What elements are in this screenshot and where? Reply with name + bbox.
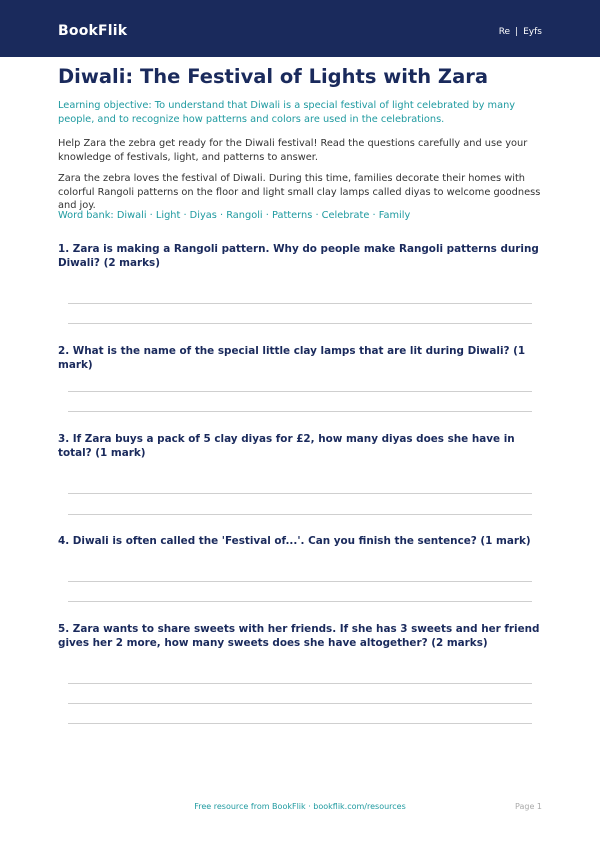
answer-line[interactable] (68, 323, 532, 324)
answer-line[interactable] (68, 493, 532, 494)
learning-objective: Learning objective: To understand that Diwali is a special festival of light celebrated by many people, and to recognize how patterns and colors are used in the celebrations. (58, 100, 516, 125)
answer-line[interactable] (68, 723, 532, 724)
answer-line[interactable] (68, 303, 532, 304)
answer-line[interactable] (68, 601, 532, 602)
answer-line[interactable] (68, 411, 532, 412)
subject-label: Re (498, 27, 511, 37)
page-title: Diwali: The Festival of Lights with Zara (58, 65, 489, 88)
header-meta (499, 27, 542, 37)
page-number: Page 1 (515, 802, 542, 811)
instructions-paragraph: Help Zara the zebra get ready for the Diwali festival! Read the questions carefully and use your knowledge of festivals, light, and patterns to answer. (58, 138, 528, 163)
answer-line[interactable] (68, 514, 532, 515)
story-paragraph: Zara the zebra loves the festival of Diwali. During this time, families decorate their homes with colorful Rangoli patterns on the floor and light small clay lamps called diyas to welcome goodness and joy. (58, 173, 541, 211)
answer-line[interactable] (68, 683, 532, 684)
footer-credit[interactable]: Free resource from BookFlik · bookflik.com/resources (194, 802, 406, 811)
answer-line[interactable] (68, 703, 532, 704)
question-2: 2. What is the name of the special little clay lamps that are lit during Diwali? (1 mark) (58, 345, 526, 371)
question-4: 4. Diwali is often called the 'Festival of...'. Can you finish the sentence? (1 mark) (58, 535, 531, 547)
answer-line[interactable] (68, 391, 532, 392)
word-bank: Word bank: Diwali · Light · Diyas · Rangoli · Patterns · Celebrate · Family (58, 210, 411, 221)
answer-line[interactable] (68, 581, 532, 582)
meta-separator: | (515, 27, 519, 37)
question-1: 1. Zara is making a Rangoli pattern. Why do people make Rangoli patterns during Diwali? (2 marks) (58, 243, 539, 269)
question-3: 3. If Zara buys a pack of 5 clay diyas for £2, how many diyas does she have in total? (1 mark) (58, 433, 515, 459)
level-label: Eyfs (523, 27, 542, 37)
brand-logo[interactable]: BookFlik (58, 23, 128, 39)
header-bar (0, 0, 600, 57)
question-5: 5. Zara wants to share sweets with her friends. If she has 3 sweets and her friend gives her 2 more, how many sweets does she have altogether? (2 marks) (58, 623, 540, 649)
